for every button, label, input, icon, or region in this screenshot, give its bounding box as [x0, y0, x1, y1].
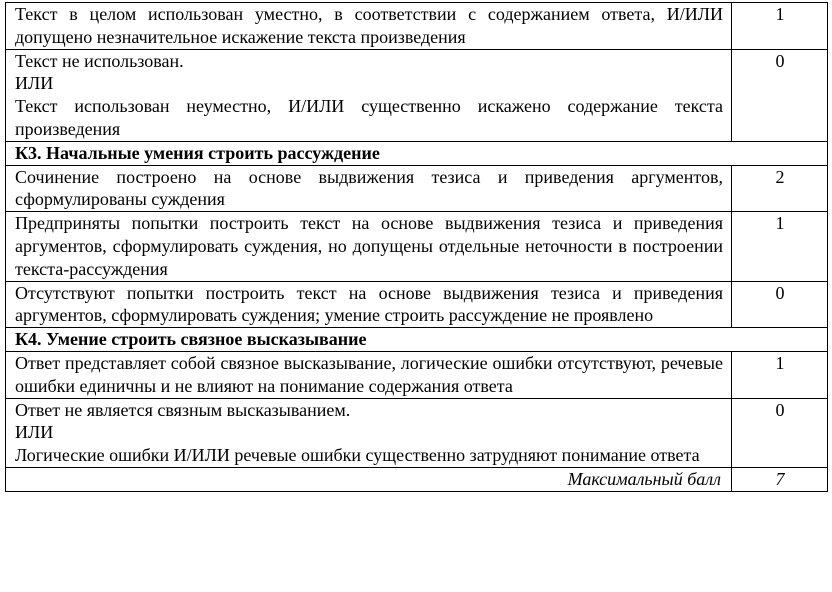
criterion-description	[6, 398, 732, 467]
criterion-text: Логические ошибки И/ИЛИ речевые ошибки существенно затрудняют понимание ответа	[15, 445, 700, 466]
criterion-description	[6, 3, 732, 50]
criterion-text: Текст не использован.	[15, 50, 184, 71]
table-row	[6, 398, 828, 467]
criterion-text: Текст в целом использован уместно, в соответствии с содержанием ответа, И/ИЛИ допущено незначительное искажение текста произведения	[15, 4, 723, 47]
criterion-description	[6, 351, 732, 398]
criterion-description	[6, 165, 732, 212]
score-cell: 0	[732, 281, 828, 328]
table-row	[6, 165, 828, 212]
table-row	[6, 212, 828, 281]
score-cell: 1	[732, 3, 828, 50]
max-score-label: Максимальный балл	[6, 467, 732, 491]
table-row	[6, 281, 828, 328]
score-cell: 0	[732, 398, 828, 467]
table-row	[6, 49, 828, 141]
assessment-criteria-table	[5, 2, 828, 492]
criterion-text: Текст использован неуместно, И/ИЛИ существенно искажено содержание текста произведения	[15, 96, 723, 139]
criterion-description	[6, 212, 732, 281]
criterion-group-title: К3. Начальные умения строить рассуждение	[6, 141, 828, 165]
table-row	[6, 351, 828, 398]
criterion-text: Сочинение построено на основе выдвижения тезиса и приведения аргументов, сформулированы суждения	[15, 166, 723, 210]
score-cell: 2	[732, 165, 828, 212]
criterion-group-header	[6, 141, 828, 165]
criterion-group-title: К4. Умение строить связное высказывание	[6, 328, 828, 352]
criterion-text: Ответ представляет собой связное высказывание, логические ошибки отсутствуют, речевые ошибки единичны и не влияют на понимание содержания ответа	[15, 352, 723, 396]
score-cell: 1	[732, 212, 828, 281]
max-score-value: 7	[732, 467, 828, 491]
criterion-text: Отсутствуют попытки построить текст на основе выдвижения тезиса и приведения аргументов, сформулировать суждения; умение строить рассуждение не проявлено	[15, 282, 723, 326]
criterion-text: Предприняты попытки построить текст на основе выдвижения тезиса и приведения аргументов, сформулировать суждения, но допущены отдельные неточности в построении текста-рассуждения	[15, 213, 723, 279]
criterion-description	[6, 49, 732, 141]
table-row	[6, 3, 828, 50]
criterion-text: Ответ не является связным высказыванием.	[15, 399, 351, 420]
criterion-group-header	[6, 328, 828, 352]
score-cell: 0	[732, 49, 828, 141]
criterion-description	[6, 281, 732, 328]
score-cell: 1	[732, 351, 828, 398]
max-score-row	[6, 467, 828, 491]
criterion-or-separator: ИЛИ	[15, 73, 54, 94]
criterion-or-separator: ИЛИ	[15, 422, 54, 443]
